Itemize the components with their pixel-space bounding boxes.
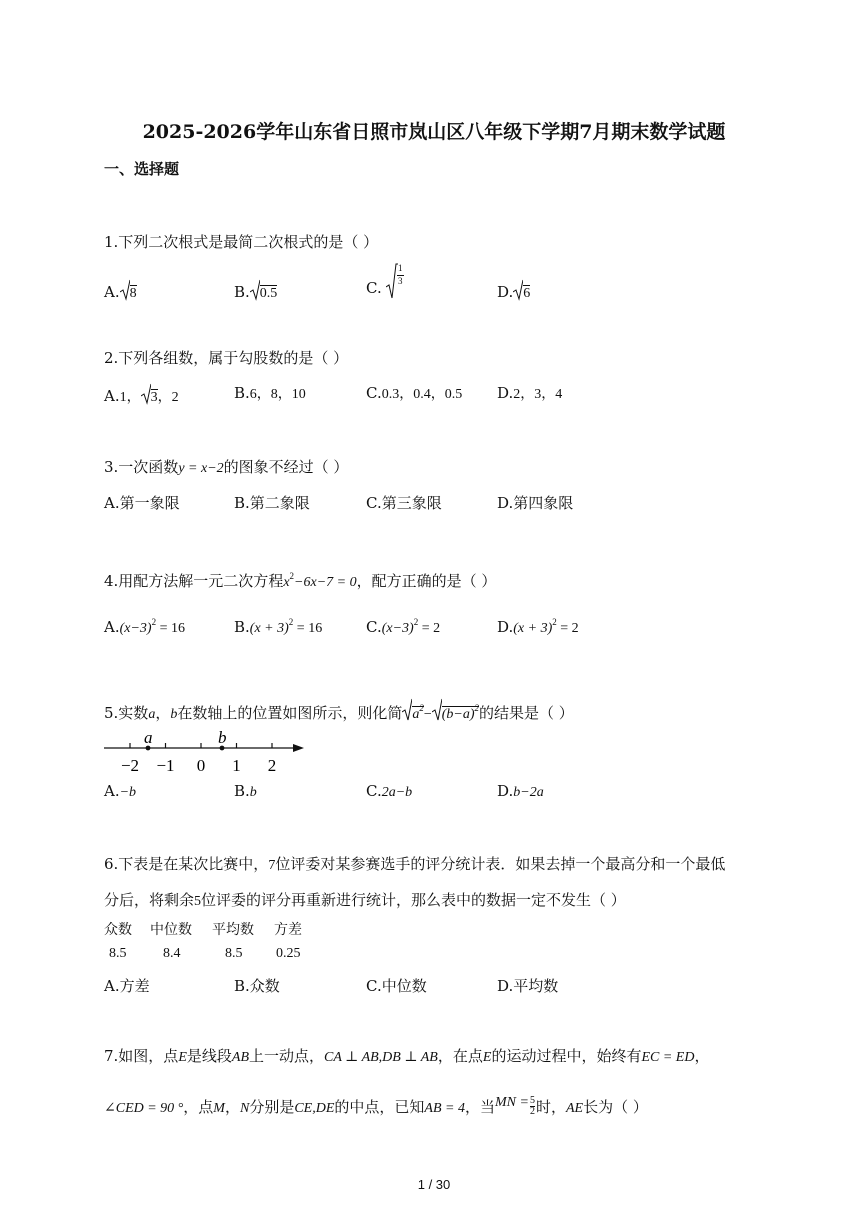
exponent: 2 — [413, 617, 419, 627]
option-text: 2，3，4 — [513, 387, 563, 402]
radical-sign-icon — [250, 279, 260, 301]
stem-text: 的图象不经过（ ） — [223, 458, 349, 476]
exponent: 2 — [474, 703, 480, 713]
radical-sign-icon — [120, 279, 130, 301]
table-header-mean: 平均数 — [212, 922, 254, 938]
stem-text: 5.实数 — [104, 704, 149, 722]
section-heading: 一、选择题 — [104, 160, 180, 178]
option-label: B. — [234, 283, 250, 301]
math-expression: AB — [231, 1050, 249, 1065]
radicand: 6 — [523, 286, 531, 301]
math-expression: E — [178, 1050, 187, 1065]
number-line-tick-label: −1 — [156, 756, 175, 775]
option-label: C. — [366, 279, 382, 297]
radical-sign-icon — [402, 698, 412, 722]
option-label: B. — [234, 618, 250, 636]
q4-option-c — [366, 617, 440, 637]
q2-option-c — [366, 383, 462, 403]
q6-option-d: D.平均数 — [497, 977, 559, 995]
option-text: 6，8，10 — [249, 387, 306, 402]
option-label: B. — [234, 384, 250, 402]
q3-option-c: C.第三象限 — [366, 494, 442, 512]
q2-option-a — [104, 383, 179, 406]
q4-option-d — [497, 617, 579, 637]
stem-text: 的结果是（ ） — [479, 704, 574, 722]
radical-sign-icon — [386, 262, 398, 300]
math-expression: AE — [565, 1101, 584, 1116]
q6-option-c: C.中位数 — [366, 977, 427, 995]
table-header-variance: 方差 — [274, 922, 302, 938]
exponent: 2 — [419, 703, 424, 713]
question-6-line-1 — [104, 853, 725, 874]
q2-option-d — [497, 383, 562, 403]
stem-text: 的运动过程中，始终有 — [491, 1047, 642, 1065]
radical-sign-icon — [432, 698, 442, 722]
radical-sign-icon — [141, 383, 151, 405]
table-cell-median: 8.4 — [163, 946, 181, 961]
stem-text: 是线段 — [186, 1047, 232, 1065]
table-header-median: 中位数 — [150, 922, 192, 938]
math-expression: (x−3) — [381, 621, 414, 636]
exponent: 2 — [552, 617, 557, 627]
option-label: D. — [497, 618, 514, 636]
option-label: A. — [104, 387, 120, 405]
q3-option-d: D.第四象限 — [497, 494, 574, 512]
q5-option-a — [104, 782, 136, 801]
option-label: A. — [104, 782, 120, 800]
q6-option-b: B.众数 — [234, 977, 280, 995]
fraction-numerator: 5 — [529, 1095, 535, 1106]
option-label: B. — [234, 782, 250, 800]
stem-text: 时， — [535, 1098, 566, 1116]
fraction-denominator: 3 — [398, 276, 403, 286]
document-title: 2025-2026学年山东省日照市岚山区八年级下学期7月期末数学试题 — [142, 121, 726, 143]
fraction — [530, 1096, 535, 1117]
radical-sign-icon — [513, 279, 523, 301]
math-expression: (x + 3) — [513, 621, 553, 636]
q5-option-c — [366, 782, 412, 801]
math-expression: (x−3) — [119, 621, 152, 636]
math-expression: a — [412, 707, 420, 722]
stem-text: 位评委对某参赛选手的评分统计表．如果去掉一个最高分和一个最低 — [275, 855, 726, 873]
variable-a: a — [148, 707, 156, 722]
option-label: D. — [497, 283, 514, 301]
point-a-label: a — [144, 728, 153, 747]
stem-text: 的中点，已知 — [334, 1098, 425, 1116]
q5-option-b — [234, 782, 257, 801]
option-label: A. — [104, 618, 120, 636]
table-cell-mode: 8.5 — [109, 946, 127, 961]
stem-text: 位评委的评分再重新进行统计，那么表中的数据一定不发生（ ） — [201, 891, 626, 909]
question-5-stem — [104, 698, 574, 723]
q1-option-b — [234, 279, 277, 302]
number-line-tick-label: 0 — [196, 756, 206, 775]
table-cell-variance: 0.25 — [276, 946, 301, 961]
q3-option-a: A.第一象限 — [104, 494, 180, 512]
page-number: 1 / 30 — [417, 1177, 451, 1192]
stem-text: ， — [224, 1098, 240, 1116]
question-1-stem: 1.下列二次根式是最简二次根式的是（ ） — [104, 233, 379, 251]
stem-text: 6.下表是在某次比赛中， — [104, 855, 269, 873]
q1-option-a — [104, 279, 137, 302]
number: 5 — [194, 894, 202, 909]
fraction-numerator: 1 — [398, 263, 403, 273]
exponent: 2 — [289, 571, 295, 581]
stem-text: 长为（ ） — [583, 1098, 648, 1116]
q4-option-b — [234, 617, 322, 637]
math-expression: = 2 — [418, 621, 441, 636]
option-label: D. — [497, 384, 514, 402]
math-expression: ∠CED = 90 ° — [104, 1101, 184, 1116]
number-line-tick-label: 1 — [232, 756, 241, 775]
q1-option-d — [497, 279, 530, 302]
option-label: C. — [366, 618, 382, 636]
math-expression: N — [239, 1101, 250, 1116]
option-text: 1， — [119, 390, 141, 405]
math-expression: CA ⊥ AB,DB ⊥ AB — [324, 1050, 438, 1065]
q4-option-a — [104, 617, 185, 637]
point-b-label: b — [218, 728, 227, 747]
math-expression: AB = 4 — [424, 1101, 465, 1116]
math-expression: x — [283, 575, 290, 590]
option-label: A. — [104, 283, 120, 301]
number-line-tick-label: −2 — [120, 756, 140, 775]
fraction-denominator: 2 — [529, 1106, 535, 1117]
math-expression: y = x−2 — [178, 461, 224, 476]
question-4-stem — [104, 570, 496, 591]
table-cell-mean: 8.5 — [225, 946, 243, 961]
math-expression: MN = — [495, 1095, 529, 1110]
q6-option-a: A.方差 — [104, 977, 150, 995]
option-text: ，2 — [157, 390, 179, 405]
stem-text: ，当 — [464, 1098, 495, 1116]
question-7-line-2 — [104, 1095, 648, 1117]
stem-text: 分别是 — [249, 1098, 295, 1116]
q3-option-b: B.第二象限 — [234, 494, 310, 512]
math-expression: −6x−7 = 0 — [294, 575, 357, 590]
math-expression: −b — [119, 785, 137, 800]
math-expression: (b−a) — [441, 707, 475, 722]
option-label: C. — [366, 384, 382, 402]
radicand — [441, 703, 480, 722]
exponent: 2 — [288, 617, 294, 627]
stem-text: 上一动点， — [249, 1047, 325, 1065]
stem-text: 4.用配方法解一元二次方程 — [104, 572, 284, 590]
question-7-line-1 — [104, 1045, 709, 1066]
stem-text: ，配方正确的是（ ） — [356, 572, 497, 590]
question-2-stem: 2.下列各组数，属于勾股数的是（ ） — [104, 349, 349, 367]
q2-option-b — [234, 383, 306, 403]
stem-text: ， — [694, 1047, 710, 1065]
number: 7 — [268, 858, 276, 873]
option-label: C. — [366, 782, 382, 800]
question-3-stem — [104, 456, 348, 477]
variable-b: b — [170, 707, 178, 722]
math-expression: M — [213, 1101, 225, 1116]
number-line-tick-label: 2 — [267, 756, 277, 775]
math-expression: (x + 3) — [249, 621, 289, 636]
math-expression: 2a−b — [381, 785, 413, 800]
stem-text: 在数轴上的位置如图所示，则化简 — [177, 704, 403, 722]
stem-text: ，点 — [183, 1098, 214, 1116]
stem-text: ， — [155, 704, 171, 722]
stem-text: ，在点 — [437, 1047, 483, 1065]
stem-text: 3.一次函数 — [104, 458, 179, 476]
number-line-figure — [100, 728, 310, 778]
math-expression: EC = ED — [641, 1050, 695, 1065]
radicand — [412, 703, 424, 722]
stem-text: 分后，将剩余 — [104, 891, 195, 909]
math-expression: = 16 — [156, 621, 186, 636]
table-header-mode: 众数 — [104, 922, 132, 938]
math-expression: CE,DE — [294, 1101, 335, 1116]
math-expression: E — [482, 1050, 492, 1065]
radicand: 0.5 — [259, 286, 278, 301]
math-expression: b — [249, 785, 257, 800]
math-expression: = 2 — [556, 621, 579, 636]
minus-sign: − — [423, 707, 432, 722]
option-label: D. — [497, 782, 514, 800]
math-expression: = 16 — [293, 621, 323, 636]
stem-text: 7.如图，点 — [104, 1047, 179, 1065]
q5-option-d — [497, 782, 544, 801]
arrow-head-icon — [293, 744, 304, 752]
option-text: 0.3，0.4，0.5 — [381, 387, 463, 402]
math-expression: b−2a — [513, 785, 544, 800]
question-6-line-2 — [104, 889, 626, 910]
exponent: 2 — [151, 617, 157, 627]
radicand: 3 — [150, 390, 158, 405]
radicand: 8 — [129, 286, 137, 301]
